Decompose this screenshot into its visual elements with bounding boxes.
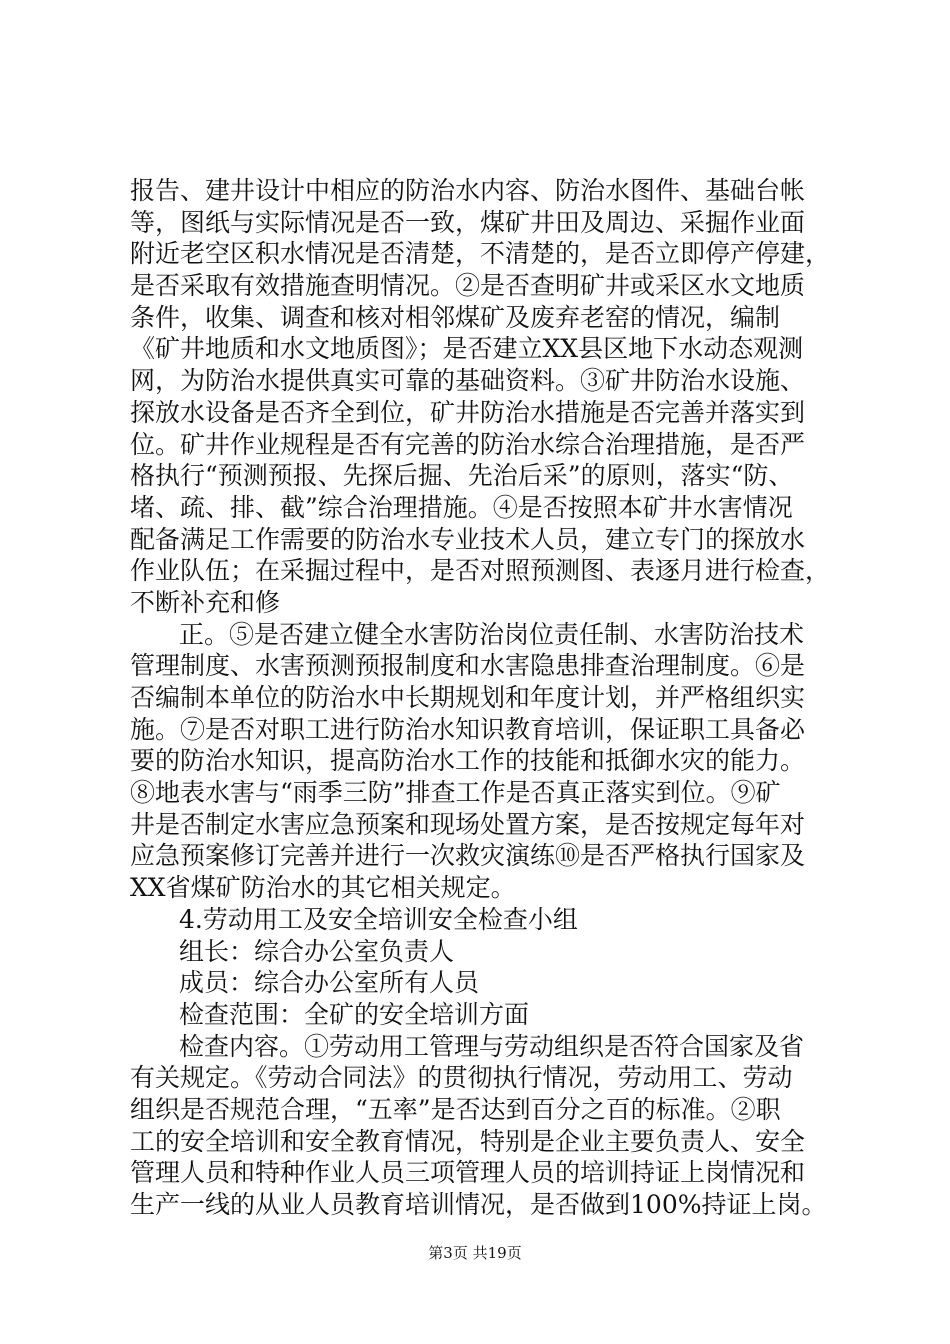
page-number-label: 第3页 共19页 [428, 1244, 522, 1262]
page-footer [0, 1242, 950, 1263]
text-line: ⑧地表水害与“雨季三防”排查工作是否真正落实到位。⑨矿 [130, 778, 781, 808]
text-line: 工的安全培训和安全教育情况，特别是企业主要负责人、安全 [130, 1126, 806, 1156]
text-line: 位。矿井作业规程是否有完善的防治水综合治理措施，是否严 [130, 429, 806, 459]
text-line: 生产一线的从业人员教育培训情况，是否做到100%持证上岗。 [130, 1190, 827, 1219]
group-leader-line: 组长：综合办公室负责人 [179, 936, 455, 966]
text-line: 管理人员和特种作业人员三项管理人员的培训持证上岗情况和 [130, 1158, 806, 1188]
text-line: 有关规定。《劳动合同法》的贯彻执行情况，劳动用工、劳动 [130, 1063, 793, 1093]
inspection-scope-line: 检查范围：全矿的安全培训方面 [179, 999, 530, 1029]
text-line: 作业队伍；在采掘过程中，是否对照预测图、表逐月进行检查， [130, 556, 831, 586]
text-line: 附近老空区积水情况是否清楚，不清楚的，是否立即停产停建， [130, 239, 831, 269]
text-line: XX省煤矿防治水的其它相关规定。 [130, 873, 516, 903]
text-line: 不断补充和修 [130, 587, 281, 617]
paragraph-start-line: 正。⑤是否建立健全水害防治岗位责任制、水害防治技术 [179, 619, 805, 649]
text-line: 管理制度、水害预测预报制度和水害隐患排查治理制度。⑥是 [130, 651, 806, 681]
text-line: 否编制本单位的防治水中长期规划和年度计划，并严格组织实 [130, 683, 806, 712]
text-line: 要的防治水知识，提高防治水工作的技能和抵御水灾的能力。 [130, 746, 806, 776]
text-line: 网，为防治水提供真实可靠的基础资料。③矿井防治水设施、 [130, 366, 806, 396]
section-heading: 4.劳动用工及安全培训安全检查小组 [179, 904, 578, 934]
paragraph-start-line: 检查内容。①劳动用工管理与劳动组织是否符合国家及省 [179, 1031, 805, 1061]
text-line: 应急预案修订完善并进行一次救灾演练⑩是否严格执行国家及 [130, 841, 806, 871]
text-line: 报告、建井设计中相应的防治水内容、防治水图件、基础台帐 [130, 176, 806, 205]
text-line: 组织是否规范合理，“五率”是否达到百分之百的标准。②职 [130, 1094, 781, 1124]
text-line: 等，图纸与实际情况是否一致，煤矿井田及周边、采掘作业面 [130, 207, 806, 237]
text-line: 井是否制定水害应急预案和现场处置方案，是否按规定每年对 [130, 809, 806, 839]
text-line: 堵、疏、排、截”综合治理措施。④是否按照本矿井水害情况 [130, 492, 793, 522]
text-line: 格执行“预测预报、先探后掘、先治后采”的原则，落实“防、 [130, 461, 794, 491]
text-line: 《矿井地质和水文地质图》；是否建立XX县区地下水动态观测 [130, 334, 804, 364]
text-line: 配备满足工作需要的防治水专业技术人员，建立专门的探放水 [130, 524, 806, 554]
text-line: 探放水设备是否齐全到位，矿井防治水措施是否完善并落实到 [130, 397, 806, 427]
text-line: 条件，收集、调查和核对相邻煤矿及废弃老窑的情况，编制 [130, 302, 781, 332]
body-text [130, 175, 830, 1221]
text-line: 是否采取有效措施查明情况。②是否查明矿井或采区水文地质 [130, 271, 806, 301]
group-members-line: 成员：综合办公室所有人员 [179, 968, 480, 998]
text-line: 施。⑦是否对职工进行防治水知识教育培训，保证职工具备必 [130, 714, 806, 744]
